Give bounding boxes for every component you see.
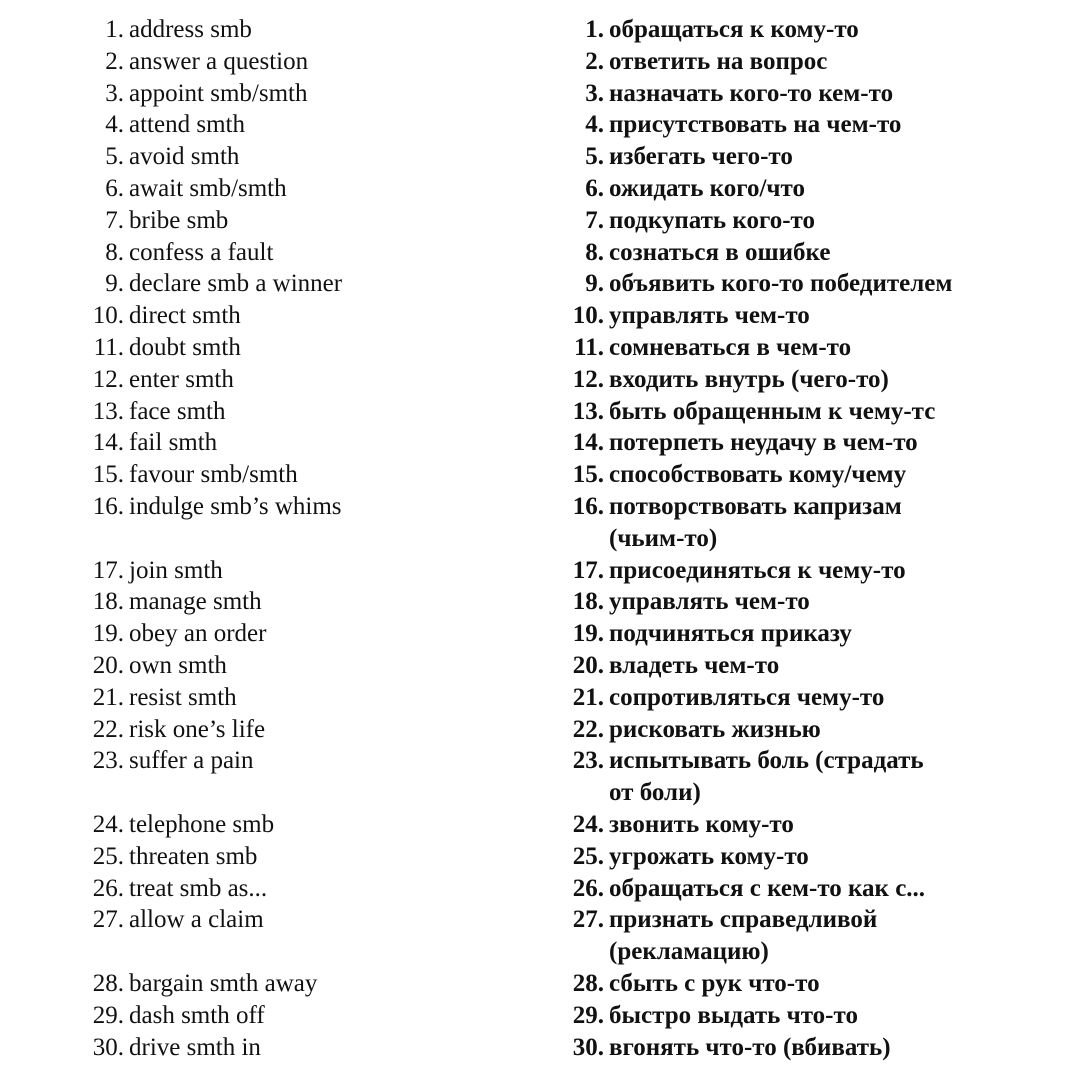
english-entry xyxy=(80,109,550,141)
russian-entry xyxy=(560,714,1075,746)
russian-entry-text-block xyxy=(604,268,952,300)
russian-entry xyxy=(560,332,1075,364)
english-entry-text-block xyxy=(124,237,273,269)
english-entry xyxy=(80,682,550,714)
russian-entry-text-block xyxy=(604,141,793,173)
english-entry-text-block xyxy=(124,555,223,587)
english-entry xyxy=(80,332,550,364)
english-entry xyxy=(80,46,550,78)
russian-entry-text-block xyxy=(604,968,820,1000)
russian-entry-text-block xyxy=(604,396,935,428)
english-entry-number: 18. xyxy=(92,588,124,616)
russian-entry xyxy=(560,555,1075,587)
english-entry-text-block xyxy=(124,459,298,491)
english-entry-text-block xyxy=(124,205,228,237)
english-entry-text: confess a fault xyxy=(129,238,274,266)
russian-entry-text: потерпеть неудачу в чем-то xyxy=(609,429,918,457)
english-entry-number: 30. xyxy=(92,1033,124,1061)
russian-entry-number: 12. xyxy=(572,365,604,393)
english-entry xyxy=(80,618,550,650)
russian-entry-text: сомневаться в чем-то xyxy=(609,333,852,361)
english-entry xyxy=(80,364,550,396)
english-entry-text: appoint smb/smth xyxy=(129,79,308,107)
english-entry-text-block xyxy=(124,300,241,332)
english-entry-text-block xyxy=(124,650,227,682)
russian-entry-number: 3. xyxy=(585,79,604,107)
russian-entry-text-block xyxy=(604,904,877,968)
russian-entry-text: обращаться с кем-то как с... xyxy=(609,874,926,902)
english-entry-text-block xyxy=(124,396,225,428)
russian-entry-text-block xyxy=(604,841,809,873)
russian-entry-number: 28. xyxy=(572,969,604,997)
english-entry-number: 25. xyxy=(92,842,124,870)
russian-entry xyxy=(560,268,1075,300)
english-entry-text-block xyxy=(124,491,342,523)
english-entry-text: enter smth xyxy=(129,365,234,393)
english-entry xyxy=(80,491,550,555)
english-entry-number: 26. xyxy=(92,874,124,902)
russian-column xyxy=(560,14,1075,1063)
english-entry-number: 23. xyxy=(92,747,124,775)
english-entry xyxy=(80,873,550,905)
russian-entry-text: сбыть с рук что-то xyxy=(609,969,820,997)
russian-entry xyxy=(560,78,1075,110)
english-entry-text: fail smth xyxy=(129,429,218,457)
english-entry-text-block xyxy=(124,682,237,714)
russian-entry-number: 2. xyxy=(585,47,604,75)
russian-entry-text: угрожать кому-то xyxy=(609,842,809,870)
english-entry-text: bargain smth away xyxy=(129,969,318,997)
english-entry-text-block xyxy=(124,427,217,459)
english-entry-number: 24. xyxy=(92,810,124,838)
russian-entry-text-block xyxy=(604,491,902,555)
english-entry xyxy=(80,300,550,332)
english-entry xyxy=(80,1000,550,1032)
russian-entry xyxy=(560,586,1075,618)
russian-entry-text: рисковать жизнью xyxy=(609,715,821,743)
english-entry xyxy=(80,586,550,618)
russian-entry xyxy=(560,968,1075,1000)
russian-entry-continuation: от боли) xyxy=(609,779,701,807)
english-entry-text-block xyxy=(124,618,266,650)
english-entry xyxy=(80,459,550,491)
russian-entry-number: 15. xyxy=(572,461,604,489)
russian-entry-text: испытывать боль (страдать xyxy=(609,747,924,775)
english-entry-number: 6. xyxy=(105,174,124,202)
russian-entry-number: 21. xyxy=(572,683,604,711)
english-column xyxy=(80,14,550,1063)
russian-entry xyxy=(560,682,1075,714)
english-entry-text-block xyxy=(124,46,308,78)
english-entry-text: resist smth xyxy=(129,683,237,711)
russian-entry-number: 18. xyxy=(572,588,604,616)
russian-entry-text: присутствовать на чем-то xyxy=(609,111,902,139)
russian-entry-text-block xyxy=(604,1032,891,1064)
english-entry xyxy=(80,904,550,968)
russian-entry-continuation: (чьим-то) xyxy=(609,524,718,552)
russian-entry-text-block xyxy=(604,745,924,809)
russian-entry xyxy=(560,46,1075,78)
russian-entry-text-block xyxy=(604,714,821,746)
russian-entry-number: 23. xyxy=(572,747,604,775)
russian-entry-text-block xyxy=(604,650,779,682)
english-entry-text-block xyxy=(124,173,287,205)
russian-entry-number: 24. xyxy=(572,810,604,838)
russian-entry-text: способствовать кому/чему xyxy=(609,461,907,489)
russian-entry-number: 9. xyxy=(585,270,604,298)
russian-entry-text: вгонять что-то (вбивать) xyxy=(609,1033,891,1061)
russian-entry-number: 29. xyxy=(572,1001,604,1029)
russian-entry-number: 14. xyxy=(572,429,604,457)
russian-entry xyxy=(560,1000,1075,1032)
english-entry-text: await smb/smth xyxy=(129,174,287,202)
english-entry-number: 28. xyxy=(92,969,124,997)
english-entry-text: own smth xyxy=(129,651,227,679)
russian-entry-text-block xyxy=(604,1000,858,1032)
russian-entry xyxy=(560,650,1075,682)
russian-entry-number: 13. xyxy=(572,397,604,425)
english-entry xyxy=(80,841,550,873)
english-entry-text: obey an order xyxy=(129,620,267,648)
russian-entry xyxy=(560,809,1075,841)
russian-entry-number: 27. xyxy=(572,906,604,934)
russian-entry xyxy=(560,873,1075,905)
russian-entry-text: сопротивляться чему-то xyxy=(609,683,885,711)
russian-entry xyxy=(560,491,1075,555)
english-entry-text: favour smb/smth xyxy=(129,461,298,489)
russian-entry-text: назначать кого-то кем-то xyxy=(609,79,894,107)
english-entry-number: 11. xyxy=(93,333,124,361)
english-entry-text: allow a claim xyxy=(129,906,264,934)
english-entry-text-block xyxy=(124,809,274,841)
english-entry xyxy=(80,714,550,746)
english-entry-text: bribe smb xyxy=(129,206,229,234)
english-entry-text-block xyxy=(124,268,342,300)
english-entry-number: 16. xyxy=(92,492,124,520)
russian-entry-number: 16. xyxy=(572,492,604,520)
english-entry xyxy=(80,968,550,1000)
english-entry-text-block xyxy=(124,745,254,777)
russian-entry xyxy=(560,745,1075,809)
english-entry-text: manage smth xyxy=(129,588,262,616)
russian-entry xyxy=(560,904,1075,968)
english-entry-text-block xyxy=(124,586,262,618)
english-entry-text: indulge smb’s whims xyxy=(129,492,342,520)
english-entry-number: 7. xyxy=(105,206,124,234)
russian-entry-text: управлять чем-то xyxy=(609,302,810,330)
english-entry-text: dash smth off xyxy=(129,1001,265,1029)
english-entry-text-block xyxy=(124,1000,265,1032)
english-entry-text-block xyxy=(124,332,241,364)
russian-entry-text-block xyxy=(604,555,906,587)
russian-entry-text-block xyxy=(604,427,918,459)
russian-entry-text: сознаться в ошибке xyxy=(609,238,831,266)
english-entry-number: 17. xyxy=(92,556,124,584)
english-entry-number: 13. xyxy=(92,397,124,425)
english-entry xyxy=(80,745,550,809)
russian-entry-number: 10. xyxy=(572,302,604,330)
russian-entry-text-block xyxy=(604,237,830,269)
english-entry xyxy=(80,555,550,587)
english-entry-number: 20. xyxy=(92,651,124,679)
russian-entry-text: присоединяться к чему-то xyxy=(609,556,906,584)
english-entry-number: 27. xyxy=(92,906,124,934)
russian-entry-number: 5. xyxy=(585,143,604,171)
russian-entry xyxy=(560,1032,1075,1064)
russian-entry-text-block xyxy=(604,205,815,237)
russian-entry-text-block xyxy=(604,586,810,618)
russian-entry-text: избегать чего-то xyxy=(609,143,793,171)
english-entry-text-block xyxy=(124,141,239,173)
russian-entry xyxy=(560,427,1075,459)
english-entry-text: doubt smth xyxy=(129,333,241,361)
russian-entry-text: входить внутрь (чего-то) xyxy=(609,365,889,393)
english-entry-text: treat smb as... xyxy=(129,874,268,902)
english-entry-text-block xyxy=(124,904,264,936)
english-entry-text: avoid smth xyxy=(129,143,240,171)
english-entry-number: 14. xyxy=(92,429,124,457)
english-entry-text-block xyxy=(124,1032,261,1064)
russian-entry-number: 17. xyxy=(572,556,604,584)
russian-entry-text-block xyxy=(604,109,901,141)
english-entry-text: threaten smb xyxy=(129,842,258,870)
english-entry xyxy=(80,268,550,300)
russian-entry-number: 4. xyxy=(585,111,604,139)
russian-entry-number: 19. xyxy=(572,620,604,648)
english-entry-text: join smth xyxy=(129,556,223,584)
english-entry xyxy=(80,205,550,237)
russian-entry-text: ожидать кого/что xyxy=(609,174,805,202)
russian-entry-text-block xyxy=(604,873,925,905)
russian-entry xyxy=(560,173,1075,205)
english-entry xyxy=(80,650,550,682)
russian-entry xyxy=(560,364,1075,396)
english-entry-text: direct smth xyxy=(129,302,241,330)
english-entry-text: telephone smb xyxy=(129,810,275,838)
russian-entry-text-block xyxy=(604,300,810,332)
russian-entry-number: 8. xyxy=(585,238,604,266)
russian-entry-text-block xyxy=(604,46,827,78)
russian-entry-text: управлять чем-то xyxy=(609,588,810,616)
english-entry-text-block xyxy=(124,109,245,141)
russian-entry-number: 20. xyxy=(572,651,604,679)
english-entry xyxy=(80,1032,550,1064)
russian-entry-text-block xyxy=(604,173,805,205)
russian-entry-text-block xyxy=(604,14,859,46)
russian-entry-text-block xyxy=(604,78,893,110)
russian-entry-number: 6. xyxy=(585,174,604,202)
russian-entry xyxy=(560,141,1075,173)
russian-entry-number: 26. xyxy=(572,874,604,902)
russian-entry-number: 22. xyxy=(572,715,604,743)
english-entry-text-block xyxy=(124,14,252,46)
english-entry xyxy=(80,173,550,205)
russian-entry-text-block xyxy=(604,809,794,841)
english-entry-number: 15. xyxy=(92,461,124,489)
english-entry xyxy=(80,427,550,459)
russian-entry-number: 1. xyxy=(585,16,604,43)
english-entry-text-block xyxy=(124,873,267,905)
english-entry-text: answer a question xyxy=(129,47,309,75)
russian-entry xyxy=(560,109,1075,141)
russian-entry xyxy=(560,300,1075,332)
english-entry-number: 29. xyxy=(92,1001,124,1029)
russian-entry xyxy=(560,205,1075,237)
russian-entry-number: 11. xyxy=(574,333,604,361)
russian-entry-text: объявить кого-то победителем xyxy=(609,270,953,298)
english-entry xyxy=(80,14,550,46)
russian-entry-text-block xyxy=(604,618,852,650)
english-entry-number: 22. xyxy=(92,715,124,743)
russian-entry-text: потворствовать капризам xyxy=(609,492,902,520)
english-entry-number: 12. xyxy=(92,365,124,393)
russian-entry-text: звонить кому-то xyxy=(609,810,794,838)
english-entry-text-block xyxy=(124,364,234,396)
russian-entry-text-block xyxy=(604,332,851,364)
russian-entry xyxy=(560,237,1075,269)
english-entry-number: 21. xyxy=(92,683,124,711)
english-entry-number: 19. xyxy=(92,620,124,648)
english-entry xyxy=(80,809,550,841)
russian-entry-text: владеть чем-то xyxy=(609,651,780,679)
russian-entry-continuation: (рекламацию) xyxy=(609,938,769,966)
english-entry-text: drive smth in xyxy=(129,1033,261,1061)
english-entry-text-block xyxy=(124,714,265,746)
english-entry xyxy=(80,396,550,428)
english-entry-number: 4. xyxy=(105,111,124,139)
english-entry xyxy=(80,78,550,110)
russian-entry-number: 25. xyxy=(572,842,604,870)
english-entry-number: 10. xyxy=(92,302,124,330)
russian-entry-text-block xyxy=(604,459,906,491)
english-entry-text: suffer a pain xyxy=(129,747,254,775)
english-entry-text-block xyxy=(124,841,257,873)
english-entry-text-block xyxy=(124,78,307,110)
english-entry-number: 5. xyxy=(105,143,124,171)
english-entry-text-block xyxy=(124,968,317,1000)
english-entry-number: 3. xyxy=(105,79,124,107)
english-entry xyxy=(80,237,550,269)
russian-entry xyxy=(560,459,1075,491)
russian-entry-number: 30. xyxy=(572,1033,604,1061)
russian-entry-text: быстро выдать что-то xyxy=(609,1001,858,1029)
russian-entry-text-block xyxy=(604,682,884,714)
russian-entry xyxy=(560,841,1075,873)
english-entry-text: attend smth xyxy=(129,111,245,139)
russian-entry-text: ответить на вопрос xyxy=(609,47,828,75)
russian-entry-text: подкупать кого-то xyxy=(609,206,815,234)
russian-entry-text: быть обращенным к чему-тс xyxy=(609,397,936,425)
russian-entry-text: подчиняться приказу xyxy=(609,620,852,648)
russian-entry xyxy=(560,618,1075,650)
english-entry-text: address smb xyxy=(129,16,252,43)
english-entry-number: 9. xyxy=(105,270,124,298)
russian-entry xyxy=(560,14,1075,46)
russian-entry xyxy=(560,396,1075,428)
english-entry-text: risk one’s life xyxy=(129,715,266,743)
english-entry xyxy=(80,141,550,173)
english-entry-text: face smth xyxy=(129,397,226,425)
english-entry-text: declare smb a winner xyxy=(129,270,343,298)
russian-entry-text: обращаться к кому-то xyxy=(609,16,859,43)
russian-entry-text-block xyxy=(604,364,889,396)
english-entry-number: 8. xyxy=(105,238,124,266)
english-entry-number: 1. xyxy=(105,16,124,43)
english-entry-number: 2. xyxy=(105,47,124,75)
russian-entry-number: 7. xyxy=(585,206,604,234)
russian-entry-text: признать справедливой xyxy=(609,906,878,934)
